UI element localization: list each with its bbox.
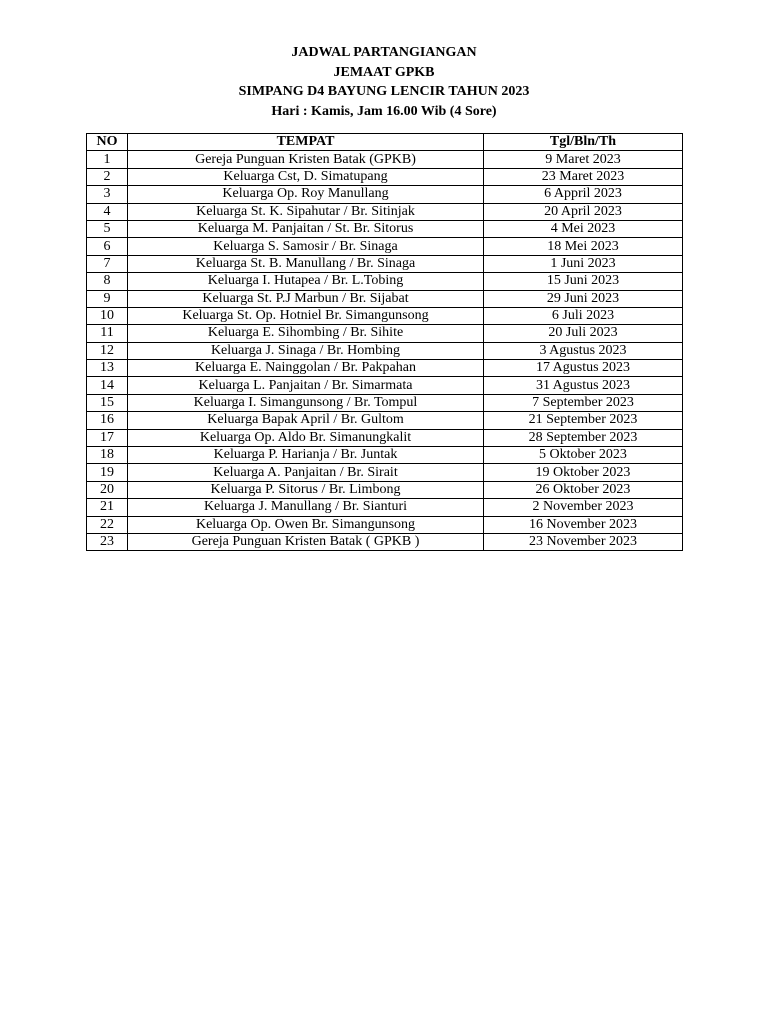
table-row [87,447,683,464]
cell-no: 23 [87,533,128,550]
table-body [87,151,683,551]
cell-tgl: 20 Juli 2023 [484,325,683,342]
cell-no: 22 [87,516,128,533]
cell-tgl: 4 Mei 2023 [484,220,683,237]
cell-tgl: 29 Juni 2023 [484,290,683,307]
cell-no: 2 [87,168,128,185]
table-row [87,481,683,498]
header-congregation: JEMAAT GPKB [333,64,435,80]
table-row [87,255,683,272]
cell-tgl: 3 Agustus 2023 [484,342,683,359]
cell-tempat: Keluarga Op. Roy Manullang [128,186,484,203]
cell-no: 3 [87,186,128,203]
table-row [87,342,683,359]
schedule-table [86,133,683,551]
cell-tgl: 23 November 2023 [484,533,683,550]
header-day-time: Hari : Kamis, Jam 16.00 Wib (4 Sore) [271,103,497,119]
cell-no: 11 [87,325,128,342]
table-row [87,325,683,342]
cell-tempat: Keluarga St. Op. Hotniel Br. Simangunsong [128,307,484,324]
cell-tgl: 5 Oktober 2023 [484,447,683,464]
cell-tempat: Keluarga St. B. Manullang / Br. Sinaga [128,255,484,272]
cell-tgl: 31 Agustus 2023 [484,377,683,394]
cell-tgl: 20 April 2023 [484,203,683,220]
column-header-tempat: TEMPAT [128,134,484,151]
table-row [87,394,683,411]
cell-tgl: 16 November 2023 [484,516,683,533]
cell-no: 9 [87,290,128,307]
table-row [87,516,683,533]
cell-tempat: Keluarga L. Panjaitan / Br. Simarmata [128,377,484,394]
table-row [87,273,683,290]
cell-tempat: Keluarga Op. Owen Br. Simangunsong [128,516,484,533]
cell-no: 14 [87,377,128,394]
table-row [87,203,683,220]
cell-tempat: Keluarga P. Sitorus / Br. Limbong [128,481,484,498]
cell-tgl: 28 September 2023 [484,429,683,446]
table-row [87,307,683,324]
cell-no: 5 [87,220,128,237]
table-row [87,220,683,237]
cell-tempat: Keluarga I. Hutapea / Br. L.Tobing [128,273,484,290]
column-header-no: NO [87,134,128,151]
cell-tempat: Keluarga A. Panjaitan / Br. Sirait [128,464,484,481]
cell-no: 21 [87,499,128,516]
cell-tempat: Keluarga St. K. Sipahutar / Br. Sitinjak [128,203,484,220]
cell-tempat: Keluarga Bapak April / Br. Gultom [128,412,484,429]
cell-tgl: 26 Oktober 2023 [484,481,683,498]
cell-no: 20 [87,481,128,498]
cell-tgl: 6 Juli 2023 [484,307,683,324]
table-row [87,238,683,255]
cell-tgl: 7 September 2023 [484,394,683,411]
cell-tgl: 18 Mei 2023 [484,238,683,255]
document-header [0,43,768,121]
cell-tempat: Keluarga J. Sinaga / Br. Hombing [128,342,484,359]
cell-tempat: Keluarga E. Nainggolan / Br. Pakpahan [128,360,484,377]
table-row [87,499,683,516]
cell-no: 15 [87,394,128,411]
column-header-tgl: Tgl/Bln/Th [484,134,683,151]
cell-no: 17 [87,429,128,446]
table-row [87,412,683,429]
cell-no: 1 [87,151,128,168]
cell-tgl: 9 Maret 2023 [484,151,683,168]
table-row [87,377,683,394]
cell-tempat: Gereja Punguan Kristen Batak ( GPKB ) [128,533,484,550]
cell-tempat: Keluarga I. Simangunsong / Br. Tompul [128,394,484,411]
cell-tgl: 21 September 2023 [484,412,683,429]
cell-tempat: Keluarga S. Samosir / Br. Sinaga [128,238,484,255]
cell-no: 12 [87,342,128,359]
cell-tgl: 6 Appril 2023 [484,186,683,203]
header-location-year: SIMPANG D4 BAYUNG LENCIR TAHUN 2023 [238,84,530,99]
cell-tgl: 19 Oktober 2023 [484,464,683,481]
cell-tempat: Keluarga P. Harianja / Br. Juntak [128,447,484,464]
table-row [87,186,683,203]
cell-no: 4 [87,203,128,220]
table-row [87,360,683,377]
cell-tempat: Keluarga J. Manullang / Br. Sianturi [128,499,484,516]
table-row [87,429,683,446]
cell-tgl: 17 Agustus 2023 [484,360,683,377]
cell-tempat: Gereja Punguan Kristen Batak (GPKB) [128,151,484,168]
table-row [87,533,683,550]
table-row [87,168,683,185]
cell-no: 6 [87,238,128,255]
header-title: JADWAL PARTANGIANGAN [291,45,477,60]
cell-no: 7 [87,255,128,272]
cell-tempat: Keluarga Cst, D. Simatupang [128,168,484,185]
cell-tgl: 1 Juni 2023 [484,255,683,272]
cell-no: 13 [87,360,128,377]
cell-tgl: 2 November 2023 [484,499,683,516]
cell-tempat: Keluarga St. P.J Marbun / Br. Sijabat [128,290,484,307]
cell-tgl: 23 Maret 2023 [484,168,683,185]
table-header-row [87,134,683,151]
cell-tgl: 15 Juni 2023 [484,273,683,290]
table-row [87,290,683,307]
cell-no: 8 [87,273,128,290]
cell-tempat: Keluarga E. Sihombing / Br. Sihite [128,325,484,342]
cell-no: 19 [87,464,128,481]
cell-no: 18 [87,447,128,464]
table-row [87,464,683,481]
cell-tempat: Keluarga Op. Aldo Br. Simanungkalit [128,429,484,446]
cell-tempat: Keluarga M. Panjaitan / St. Br. Sitorus [128,220,484,237]
table-row [87,151,683,168]
cell-no: 10 [87,307,128,324]
cell-no: 16 [87,412,128,429]
